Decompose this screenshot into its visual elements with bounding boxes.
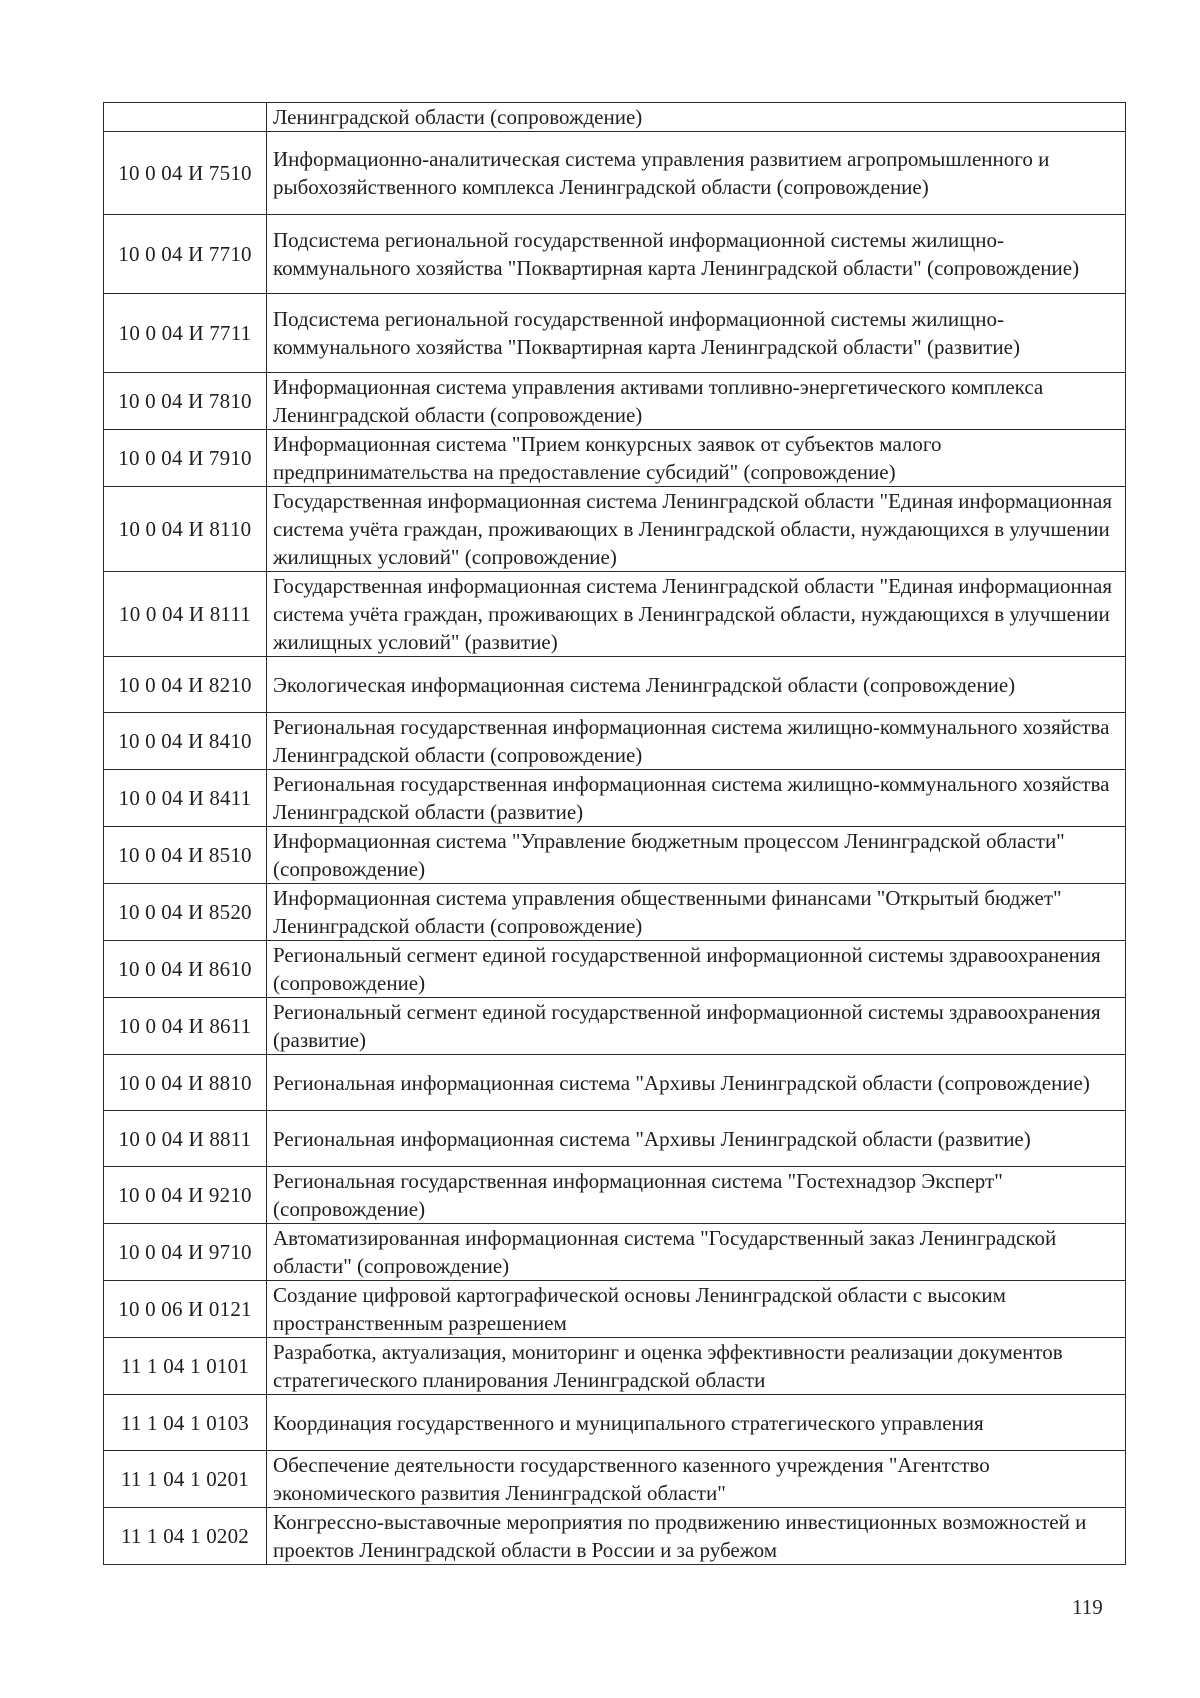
row-code: 11 1 04 1 0202 — [104, 1508, 267, 1565]
row-description: Региональный сегмент единой государственной информационной системы здравоохранения (сопровождение) — [267, 941, 1126, 998]
row-description: Ленинградской области (сопровождение) — [267, 103, 1126, 132]
row-description: Конгрессно-выставочные мероприятия по продвижению инвестиционных возможностей и проектов Ленинградской области в России и за рубежом — [267, 1508, 1126, 1565]
row-description: Автоматизированная информационная система "Государственный заказ Ленинградской области" (сопровождение) — [267, 1224, 1126, 1281]
table-row — [104, 487, 1126, 572]
table-row — [104, 770, 1126, 827]
table-row — [104, 1281, 1126, 1338]
table-row — [104, 1224, 1126, 1281]
row-description: Информационно-аналитическая система управления развитием агропромышленного и рыбохозяйственного комплекса Ленинградской области (сопровождение) — [267, 132, 1126, 215]
table-row — [104, 215, 1126, 294]
row-description: Информационная система управления активами топливно-энергетического комплекса Ленинградской области (сопровождение) — [267, 373, 1126, 430]
row-description: Экологическая информационная система Ленинградской области (сопровождение) — [267, 657, 1126, 713]
row-description: Подсистема региональной государственной информационной системы жилищно-коммунального хозяйства "Поквартирная карта Ленинградской области" (сопровождение) — [267, 215, 1126, 294]
row-code: 11 1 04 1 0101 — [104, 1338, 267, 1395]
table-row — [104, 430, 1126, 487]
row-code: 10 0 04 И 7710 — [104, 215, 267, 294]
table-row — [104, 1338, 1126, 1395]
page-number: 119 — [1072, 1595, 1103, 1619]
row-code: 10 0 04 И 8810 — [104, 1055, 267, 1111]
row-description: Региональная государственная информационная система жилищно-коммунального хозяйства Ленинградской области (развитие) — [267, 770, 1126, 827]
row-description: Региональная информационная система "Архивы Ленинградской области (сопровождение) — [267, 1055, 1126, 1111]
table-row — [104, 941, 1126, 998]
table-row — [104, 1451, 1126, 1508]
row-description: Информационная система управления общественными финансами "Открытый бюджет" Ленинградской области (сопровождение) — [267, 884, 1126, 941]
table-row — [104, 1055, 1126, 1111]
row-code: 10 0 04 И 8611 — [104, 998, 267, 1055]
table-row — [104, 294, 1126, 373]
row-code: 11 1 04 1 0103 — [104, 1395, 267, 1451]
row-description: Подсистема региональной государственной информационной системы жилищно-коммунального хозяйства "Поквартирная карта Ленинградской области" (развитие) — [267, 294, 1126, 373]
row-code: 10 0 04 И 9210 — [104, 1167, 267, 1224]
table-row — [104, 713, 1126, 770]
row-code: 10 0 04 И 7810 — [104, 373, 267, 430]
table-row — [104, 572, 1126, 657]
row-code: 10 0 04 И 8110 — [104, 487, 267, 572]
budget-code-table — [103, 102, 1126, 1565]
row-code: 10 0 04 И 8210 — [104, 657, 267, 713]
table-row — [104, 1508, 1126, 1565]
row-code: 10 0 04 И 8510 — [104, 827, 267, 884]
row-description: Создание цифровой картографической основы Ленинградской области с высоким пространственным разрешением — [267, 1281, 1126, 1338]
row-description: Разработка, актуализация, мониторинг и оценка эффективности реализации документов стратегического планирования Ленинградской области — [267, 1338, 1126, 1395]
row-code: 10 0 04 И 8410 — [104, 713, 267, 770]
table-row — [104, 998, 1126, 1055]
row-description: Региональная государственная информационная система жилищно-коммунального хозяйства Ленинградской области (сопровождение) — [267, 713, 1126, 770]
row-description: Информационная система "Управление бюджетным процессом Ленинградской области" (сопровождение) — [267, 827, 1126, 884]
row-description: Региональная государственная информационная система "Гостехнадзор Эксперт" (сопровождение) — [267, 1167, 1126, 1224]
row-description: Информационная система "Прием конкурсных заявок от субъектов малого предпринимательства на предоставление субсидий" (сопровождение) — [267, 430, 1126, 487]
row-code: 10 0 06 И 0121 — [104, 1281, 267, 1338]
row-code — [104, 103, 267, 132]
table-row — [104, 1395, 1126, 1451]
row-code: 10 0 04 И 7711 — [104, 294, 267, 373]
row-code: 10 0 04 И 8520 — [104, 884, 267, 941]
row-code: 10 0 04 И 7910 — [104, 430, 267, 487]
table-row — [104, 657, 1126, 713]
table-row — [104, 132, 1126, 215]
row-code: 11 1 04 1 0201 — [104, 1451, 267, 1508]
row-code: 10 0 04 И 8111 — [104, 572, 267, 657]
table-body — [104, 103, 1126, 1565]
table-row — [104, 373, 1126, 430]
table-row — [104, 1167, 1126, 1224]
row-code: 10 0 04 И 7510 — [104, 132, 267, 215]
row-description: Обеспечение деятельности государственного казенного учреждения "Агентство экономического развития Ленинградской области" — [267, 1451, 1126, 1508]
row-description: Государственная информационная система Ленинградской области "Единая информационная система учёта граждан, проживающих в Ленинградской области, нуждающихся в улучшении жилищных условий" (сопровождение) — [267, 487, 1126, 572]
table-row — [104, 103, 1126, 132]
row-description: Государственная информационная система Ленинградской области "Единая информационная система учёта граждан, проживающих в Ленинградской области, нуждающихся в улучшении жилищных условий" (развитие) — [267, 572, 1126, 657]
row-description: Региональный сегмент единой государственной информационной системы здравоохранения (развитие) — [267, 998, 1126, 1055]
row-code: 10 0 04 И 9710 — [104, 1224, 267, 1281]
table-row — [104, 884, 1126, 941]
row-code: 10 0 04 И 8411 — [104, 770, 267, 827]
row-description: Координация государственного и муниципального стратегического управления — [267, 1395, 1126, 1451]
row-description: Региональная информационная система "Архивы Ленинградской области (развитие) — [267, 1111, 1126, 1167]
table-row — [104, 1111, 1126, 1167]
table-row — [104, 827, 1126, 884]
row-code: 10 0 04 И 8610 — [104, 941, 267, 998]
row-code: 10 0 04 И 8811 — [104, 1111, 267, 1167]
